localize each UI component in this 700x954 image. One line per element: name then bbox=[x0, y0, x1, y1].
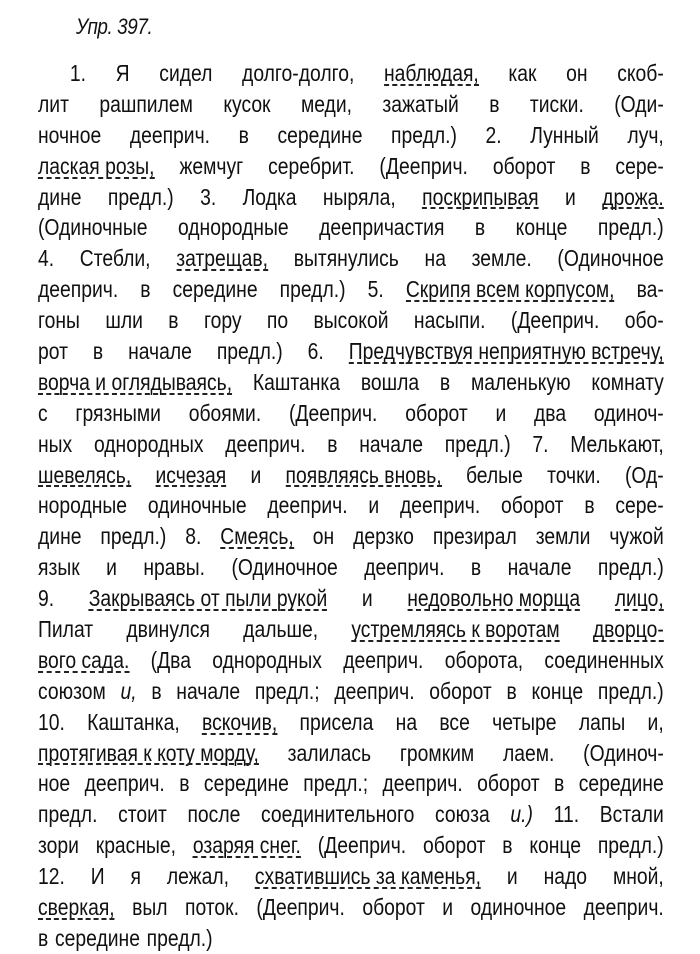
word: дееприч. bbox=[343, 646, 424, 673]
word: как bbox=[508, 60, 537, 86]
word: рот bbox=[38, 338, 68, 365]
text-line bbox=[38, 738, 664, 769]
word: оборот bbox=[477, 770, 540, 797]
word: комнату bbox=[591, 368, 664, 395]
text-line bbox=[38, 336, 664, 367]
word: лаем. bbox=[502, 739, 555, 766]
word: земли bbox=[535, 523, 591, 550]
word: все bbox=[439, 708, 470, 735]
word: начале bbox=[128, 338, 192, 365]
word: (Одиночное bbox=[557, 245, 664, 272]
word: дееприч. bbox=[382, 770, 463, 797]
word: двинулся bbox=[126, 616, 210, 643]
word: скоб- bbox=[617, 60, 664, 86]
word: белые bbox=[465, 461, 523, 488]
word: в bbox=[580, 152, 591, 179]
word: (Дееприч. bbox=[256, 894, 345, 921]
word: в bbox=[489, 90, 500, 117]
underlined-participle: протягивая к коту морду, bbox=[38, 738, 259, 769]
word: 12. bbox=[38, 863, 65, 890]
word: дееприч. bbox=[334, 677, 415, 704]
underlined-participle: Предчувствуя неприятную встречу, bbox=[349, 336, 664, 367]
word: и bbox=[564, 183, 576, 210]
word: (Два bbox=[150, 646, 191, 673]
word: луч, bbox=[627, 121, 664, 148]
word: однородные bbox=[177, 214, 289, 241]
underlined-participle: озаряя снег. bbox=[193, 830, 301, 861]
word: шли bbox=[105, 307, 143, 334]
text-line bbox=[38, 552, 664, 583]
word: однородных bbox=[212, 646, 322, 673]
word: мной, bbox=[612, 863, 664, 890]
word: и bbox=[106, 554, 117, 581]
word: гору bbox=[203, 307, 242, 334]
word: и bbox=[250, 461, 262, 488]
text-line bbox=[38, 830, 664, 861]
word: в bbox=[506, 677, 517, 704]
word: союзом bbox=[38, 677, 106, 704]
text-line bbox=[38, 367, 664, 398]
word: оборот bbox=[405, 399, 468, 426]
word: земле. bbox=[471, 245, 532, 272]
underlined-participle: вскочив, bbox=[202, 707, 277, 738]
word: гоны bbox=[38, 307, 80, 334]
text-line bbox=[38, 583, 664, 614]
word: оборот bbox=[501, 492, 564, 519]
word: в bbox=[584, 492, 595, 519]
text-line bbox=[38, 707, 664, 738]
word: в bbox=[168, 307, 179, 334]
text-line bbox=[38, 243, 664, 274]
word: (Од- bbox=[624, 461, 664, 488]
word: предл.) bbox=[597, 214, 664, 241]
word: Пилат bbox=[38, 616, 94, 643]
word: серебрит. bbox=[268, 152, 355, 179]
word: два bbox=[534, 399, 567, 426]
word: на bbox=[424, 245, 446, 272]
underlined-participle: Закрываясь от пыли рукой bbox=[89, 583, 328, 614]
underlined-participle: ворча и оглядываясь, bbox=[38, 367, 232, 398]
underlined-participle: Смеясь, bbox=[220, 521, 294, 552]
text-line bbox=[38, 490, 664, 521]
word: Лодка bbox=[242, 183, 297, 210]
word: Каштанка bbox=[252, 368, 341, 395]
word: одиночные bbox=[147, 492, 247, 519]
word: Встали bbox=[599, 801, 664, 828]
word: грязными bbox=[75, 399, 161, 426]
word: вошла bbox=[360, 368, 420, 395]
word: презирал bbox=[432, 523, 517, 550]
word: предл.) bbox=[146, 924, 213, 951]
underlined-participle: наблюдая, bbox=[384, 58, 479, 89]
word: с bbox=[38, 399, 48, 426]
underlined-participle: недовольно морща bbox=[407, 583, 580, 614]
word: 11. bbox=[553, 801, 580, 828]
word: лит bbox=[38, 90, 69, 117]
word: обоями. bbox=[188, 399, 262, 426]
word: начале bbox=[359, 430, 424, 457]
word: четыре bbox=[492, 708, 557, 735]
text-line bbox=[38, 398, 664, 429]
word: я bbox=[130, 863, 141, 890]
word: оборота, bbox=[444, 646, 524, 673]
word: (Дееприч. bbox=[317, 832, 407, 859]
word: жемчуг bbox=[179, 152, 244, 179]
word: середине bbox=[277, 121, 363, 148]
underlined-participle: Скрипя всем корпусом, bbox=[406, 274, 615, 305]
word: одиночное bbox=[470, 894, 567, 921]
word: дееприч. bbox=[400, 492, 481, 519]
word: 5. bbox=[367, 276, 384, 303]
word: маленькую bbox=[470, 368, 571, 395]
word: на bbox=[395, 708, 418, 735]
word: сидел bbox=[159, 60, 213, 86]
word: (Дееприч. bbox=[288, 399, 378, 426]
word: и bbox=[368, 492, 380, 519]
word: и, bbox=[120, 677, 137, 704]
word: оборот bbox=[429, 677, 492, 704]
word: (Одиночное bbox=[231, 554, 338, 581]
word: середине bbox=[54, 924, 140, 951]
underlined-participle: шевелясь, bbox=[38, 460, 131, 491]
word: предл.) bbox=[107, 183, 174, 210]
word: долго-долго, bbox=[242, 60, 355, 86]
word: меди, bbox=[300, 90, 352, 117]
word: в bbox=[554, 770, 565, 797]
word: (Одиноч- bbox=[583, 739, 664, 766]
word: в bbox=[439, 368, 451, 395]
word: зори bbox=[38, 832, 79, 859]
text-line bbox=[38, 429, 664, 460]
word: середине bbox=[203, 770, 289, 797]
text-line bbox=[38, 120, 664, 151]
word: дерзко bbox=[353, 523, 414, 550]
text-line bbox=[38, 58, 664, 89]
text-line bbox=[38, 151, 664, 182]
text-line bbox=[38, 89, 664, 120]
word: дееприч. bbox=[583, 894, 664, 921]
word: в bbox=[151, 677, 162, 704]
text-line bbox=[38, 614, 664, 645]
word: дееприч. bbox=[129, 121, 211, 148]
word: дальше, bbox=[243, 616, 319, 643]
underlined-participle: дворцо- bbox=[593, 614, 664, 645]
word: тиски. bbox=[529, 90, 584, 117]
word: поток. bbox=[184, 894, 239, 921]
word: 8. bbox=[185, 523, 202, 550]
text-line bbox=[38, 676, 664, 707]
underlined-participle: вого сада. bbox=[38, 645, 129, 676]
word: (Дееприч. bbox=[510, 307, 600, 334]
text-line bbox=[38, 892, 664, 923]
word: в bbox=[238, 121, 249, 148]
word: и, bbox=[647, 708, 664, 735]
underlined-participle: появляясь вновь, bbox=[286, 460, 442, 491]
word: насыпи. bbox=[413, 307, 486, 334]
text-line bbox=[38, 460, 664, 491]
word: оборот bbox=[362, 894, 425, 921]
word: лежал, bbox=[166, 863, 229, 890]
word: 1. bbox=[69, 60, 87, 86]
word: дине bbox=[38, 183, 82, 210]
text-line bbox=[38, 768, 664, 799]
word: Мелькают, bbox=[570, 430, 664, 457]
word: в bbox=[327, 430, 338, 457]
text-line bbox=[38, 274, 664, 305]
word: конце bbox=[531, 677, 584, 704]
underlined-participle: затрещав, bbox=[176, 243, 268, 274]
word: громким bbox=[399, 739, 475, 766]
word: точки. bbox=[547, 461, 601, 488]
word: лапы bbox=[578, 708, 626, 735]
word: после bbox=[187, 801, 241, 828]
text-line bbox=[38, 645, 664, 676]
word: оборот bbox=[422, 832, 486, 859]
word: середине bbox=[172, 276, 258, 303]
word: предл.) bbox=[216, 338, 283, 365]
word: начале bbox=[176, 677, 241, 704]
word: и bbox=[361, 585, 373, 612]
word: предл.) bbox=[597, 677, 664, 704]
text-line bbox=[38, 305, 664, 336]
word: 9. bbox=[38, 585, 55, 612]
underlined-participle: лаская розы, bbox=[38, 151, 155, 182]
word: конце bbox=[529, 832, 582, 859]
word: деепричастия bbox=[319, 214, 445, 241]
underlined-participle: устремляясь к воротам bbox=[351, 614, 559, 645]
underlined-participle: дрожа. bbox=[602, 182, 664, 213]
word: предл.) bbox=[444, 430, 511, 457]
word: стоит bbox=[118, 801, 167, 828]
word: 4. bbox=[38, 245, 55, 272]
word: предл.) bbox=[100, 523, 167, 550]
word: чужой bbox=[609, 523, 664, 550]
word: 2. bbox=[485, 121, 502, 148]
word: соединенных bbox=[544, 646, 664, 673]
word: Стебли, bbox=[79, 245, 151, 272]
text-line bbox=[38, 182, 664, 213]
word: оборот bbox=[492, 152, 556, 179]
word: выл bbox=[132, 894, 168, 921]
word: и bbox=[442, 894, 454, 921]
word: и bbox=[495, 399, 507, 426]
word: Каштанка, bbox=[87, 708, 180, 735]
word: присела bbox=[299, 708, 374, 735]
word: (Дееприч. bbox=[379, 152, 468, 179]
exercise-title: Упр. 397. bbox=[76, 14, 153, 39]
word: (Одиночные bbox=[38, 214, 148, 241]
word: 7. bbox=[532, 430, 549, 457]
word: нородные bbox=[38, 492, 128, 519]
word: нравы. bbox=[143, 554, 206, 581]
text-line bbox=[38, 799, 664, 830]
word: ное bbox=[38, 770, 71, 797]
word: дееприч. bbox=[84, 770, 165, 797]
word: надо bbox=[543, 863, 588, 890]
word: рашпилем bbox=[99, 90, 193, 117]
underlined-participle: поскрипывая bbox=[422, 182, 538, 213]
text-line bbox=[38, 212, 664, 243]
word: сере- bbox=[615, 492, 664, 519]
word: ныряла, bbox=[322, 183, 396, 210]
word: в bbox=[140, 276, 151, 303]
word: в bbox=[474, 214, 486, 241]
exercise-answer-text bbox=[38, 58, 664, 954]
word: конце bbox=[515, 214, 568, 241]
word: в bbox=[179, 770, 190, 797]
word: сере- bbox=[615, 152, 664, 179]
word: союза bbox=[435, 801, 490, 828]
text-line bbox=[38, 923, 664, 954]
word: в bbox=[502, 832, 513, 859]
word: дееприч. bbox=[267, 492, 348, 519]
word: вытянулись bbox=[293, 245, 399, 272]
word: предл.) bbox=[597, 832, 664, 859]
word: дееприч. bbox=[38, 276, 119, 303]
word: красные, bbox=[95, 832, 177, 859]
word: дееприч. bbox=[225, 430, 306, 457]
word: однородных bbox=[93, 430, 204, 457]
word: залилась bbox=[287, 739, 372, 766]
word: высокой bbox=[313, 307, 389, 334]
word: (Оди- bbox=[614, 90, 664, 117]
word: в bbox=[470, 554, 482, 581]
word: предл.) bbox=[597, 554, 664, 581]
word: дине bbox=[38, 523, 82, 550]
word: 6. bbox=[307, 338, 324, 365]
underlined-participle: исчезая bbox=[155, 460, 226, 491]
word: соединительного bbox=[261, 801, 415, 828]
word: в bbox=[38, 924, 49, 951]
word: и.) bbox=[510, 801, 533, 828]
word: начале bbox=[507, 554, 572, 581]
word: в bbox=[92, 338, 104, 365]
text-lines bbox=[38, 58, 664, 954]
word: предл.; bbox=[303, 770, 369, 797]
word: предл. bbox=[38, 801, 98, 828]
word: по bbox=[266, 307, 289, 334]
underlined-participle: сверкая, bbox=[38, 892, 115, 923]
word: одиноч- bbox=[593, 399, 664, 426]
word: Лунный bbox=[530, 121, 599, 148]
word: предл.) bbox=[279, 276, 346, 303]
text-line bbox=[38, 521, 664, 552]
word: ва- bbox=[636, 276, 664, 303]
word: предл.; bbox=[254, 677, 320, 704]
word: обо- bbox=[624, 307, 664, 334]
word: зажатый bbox=[382, 90, 459, 117]
word: ных bbox=[38, 430, 73, 457]
word: предл.) bbox=[391, 121, 457, 148]
underlined-participle: схватившись за каменья, bbox=[255, 861, 481, 892]
word: ночное bbox=[38, 121, 102, 148]
word: язык bbox=[38, 554, 80, 581]
word: середине bbox=[578, 770, 664, 797]
word: И bbox=[90, 863, 105, 890]
word: 10. bbox=[38, 708, 65, 735]
word: Я bbox=[115, 60, 130, 86]
word: он bbox=[566, 60, 588, 86]
word: 3. bbox=[200, 183, 217, 210]
underlined-participle: лицо, bbox=[615, 583, 664, 614]
text-line bbox=[38, 861, 664, 892]
word: дееприч. bbox=[364, 554, 445, 581]
word: кусок bbox=[223, 90, 271, 117]
word: он bbox=[312, 523, 335, 550]
word: и bbox=[506, 863, 518, 890]
